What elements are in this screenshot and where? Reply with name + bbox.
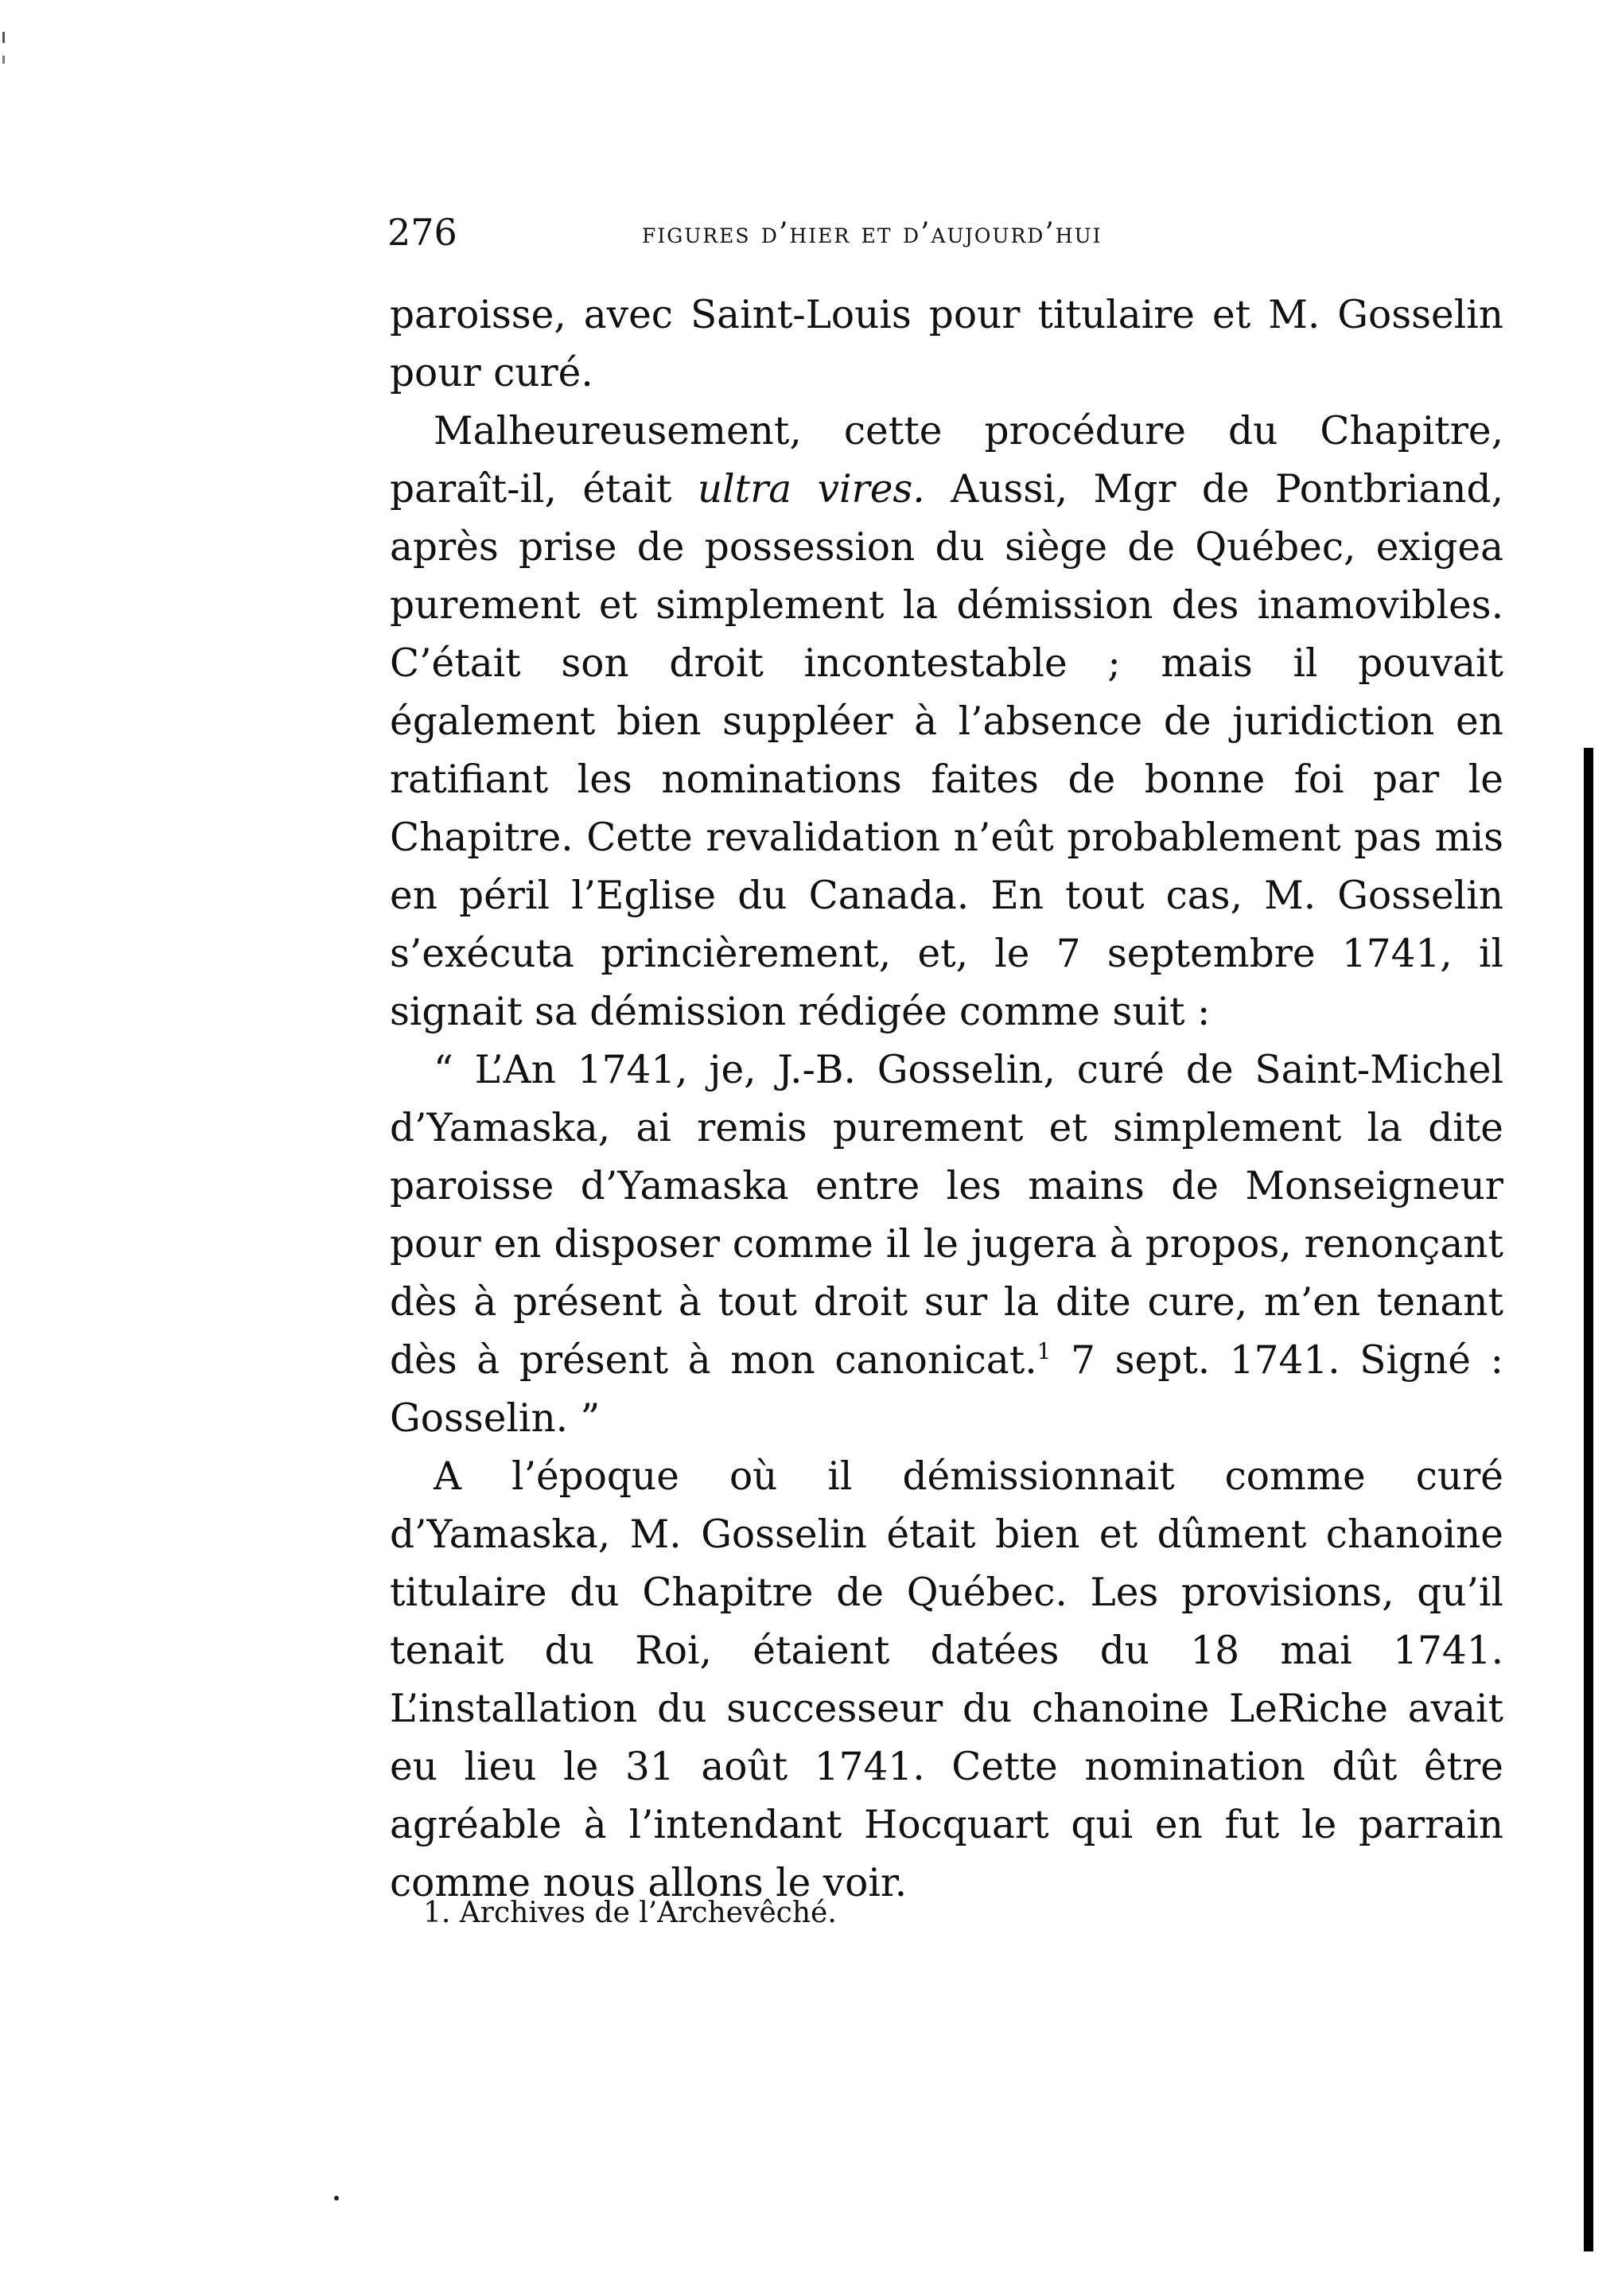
body-text bbox=[390, 286, 1503, 1913]
quote-text-a: “ L’An 1741, je, J.-B. Gosselin, curé de Saint-Michel d’Yamaska, ai remis purement et simplement la dite paroisse d’Yamaska entre les mains de Monseigneur pour en disposer comme il le jugera à propos, renonçant dès à présent à tout droit sur la dite cure, m’en tenant dès à présent à mon canonicat. bbox=[390, 1048, 1503, 1383]
paragraph-2-italic: ultra vires. bbox=[697, 467, 925, 512]
paragraph-2-text-a: Malheureusement, cette procédure du Chapitre, paraît-il, était bbox=[390, 409, 1503, 512]
paragraph-1: paroisse, avec Saint-Louis pour titulaire et M. Gosselin pour curé. bbox=[390, 293, 1503, 395]
paragraph-2-text-b: Aussi, Mgr de Pontbriand, après prise de possession du siège de Québec, exigea purement et simplement la démission des inamovibles. C’était son droit incontestable ; mais il pouvait également bien suppléer à l’absence de juridiction en ratifiant les nominations faites de bonne foi par le Chapitre. Cette revalidation n’eût probablement pas mis en péril l’Eglise du Canada. En tout cas, M. Gosselin s’exécuta princièrement, et, le 7 septembre 1741, il signait sa démission rédigée comme suit : bbox=[390, 467, 1503, 1034]
paragraph-2 bbox=[390, 403, 1503, 1041]
scan-speck bbox=[334, 2196, 339, 2201]
running-head bbox=[387, 208, 1501, 256]
scan-mark bbox=[2, 32, 5, 43]
footnote: 1. Archives de l’Archevêché. bbox=[423, 1897, 837, 1929]
running-title: figures d’hier et d’aujourd’hui bbox=[642, 217, 1103, 250]
scan-edge-bar bbox=[1584, 748, 1593, 2251]
scan-mark bbox=[2, 56, 5, 64]
page-number: 276 bbox=[387, 211, 457, 254]
footnote-reference: 1 bbox=[1036, 1338, 1052, 1364]
quote-text-b: 7 sept. 1741. Signé : Gosselin. ” bbox=[390, 1338, 1503, 1441]
paragraph-3-quote bbox=[390, 1041, 1503, 1448]
paragraph-4: A l’époque où il démissionnait comme curé d’Yamaska, M. Gosselin était bien et dûment chanoine titulaire du Chapitre de Québec. Les provisions, qu’il tenait du Roi, étaient datées du 18 mai 1741. L’installation du successeur du chanoine LeRiche avait eu lieu le 31 août 1741. Cette nomination dût être agréable à l’intendant Hocquart qui en fut le parrain comme nous allons le voir. bbox=[390, 1454, 1503, 1905]
